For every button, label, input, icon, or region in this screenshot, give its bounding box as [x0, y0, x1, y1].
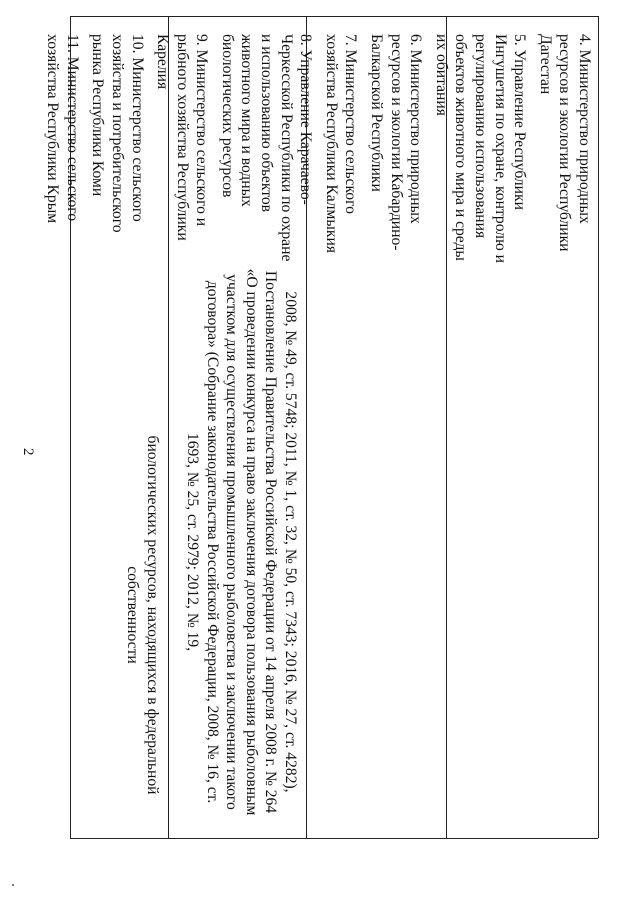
table-border-top	[598, 16, 599, 838]
cell-text: 2008, № 49, ст. 5748; 2011, № 1, ст. 32, № 50, ст. 7343; 2016, № 27, ст. 4282), Постановление Правительства Российской Федерации от 14 апреля 2008 г. № 264 «О проведении конкурса на право заключения договора пользования рыболовным участком для осуществления промышленного рыболовства и заключении такого договора» (Собрание законодательства Российской Федерации, 2008, № 16, ст. 1693, № 25, ст. 2979; 2012, № 19,	[184, 268, 299, 816]
page-number: 2	[20, 448, 36, 456]
list-item: 5. Управление Республики Ингушетия по охране, контролю и регулированию использования объектов животного мира и среды их обитания	[432, 34, 529, 263]
list-item: 11. Министерство сельского хозяйства Республики Крым	[44, 34, 81, 224]
cell-text: биологических ресурсов, находящихся в федеральной собственности	[124, 435, 161, 795]
list-item: 6. Министерство природных ресурсов и экологии Кабардино-Балкарской Республики	[368, 34, 425, 251]
list-item: 8. Управление Карачаево-Черкесской Республики по охране и использованию объектов животного мира и водных биологических ресурсов	[218, 34, 315, 262]
cell-authorities-list	[37, 34, 594, 264]
list-item: 9. Министерство сельского и рыбного хозяйства Республики Карелия	[154, 34, 211, 241]
list-item: 7. Министерство сельского хозяйства Республики Калмыкия	[322, 34, 360, 253]
cell-legal-references	[182, 262, 300, 822]
list-item: 10. Министерство сельского хозяйства и потребительского рынка Республики Коми	[89, 34, 146, 233]
list-item: 4. Министерство природных ресурсов и экологии Республики Дагестан	[536, 34, 593, 252]
scan-artifact	[12, 884, 14, 886]
table-border-left	[70, 16, 598, 17]
table-border-right	[70, 838, 598, 839]
cell-resources-federal	[123, 430, 162, 800]
